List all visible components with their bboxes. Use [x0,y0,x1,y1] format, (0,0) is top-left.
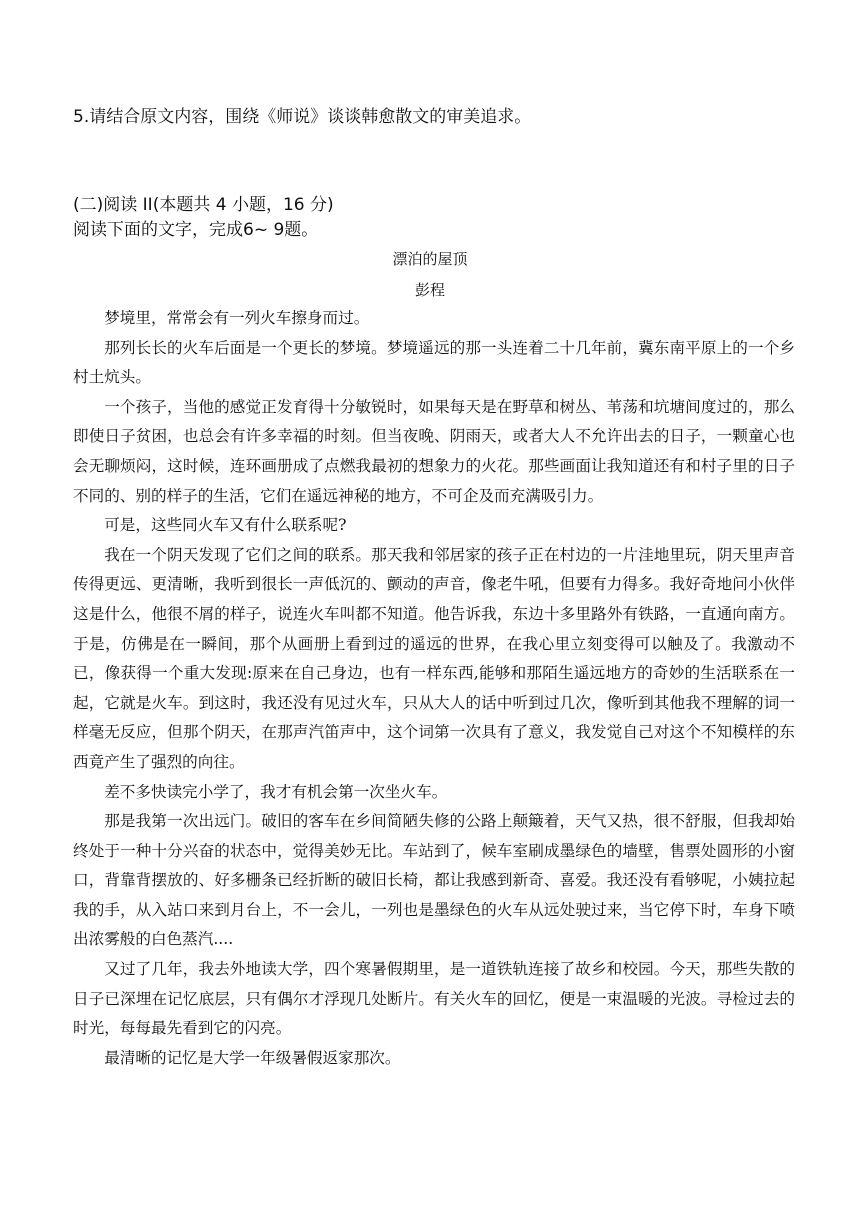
section-instruction: 阅读下面的文字，完成6~ 9题。 [73,220,319,240]
paragraph: 一个孩子，当他的感觉正发育得十分敏锐时，如果每天是在野草和树丛、苇荡和坑塘间度过的，那么即使日子贫困，也总会有许多幸福的时刻。但当夜晚、阴雨天，或者大人不允许出去的日子，一颗童心也会无聊烦闷，这时候，连环画册成了点燃我最初的想象力的火花。那些画面让我知道还有和村子里的日子不同的、别的样子的生活，它们在遥远神秘的地方，不可企及而充满吸引力。 [73,397,795,505]
essay-question: 5.请结合原文内容，围绕《师说》谈谈韩愈散文的审美追求。 [73,107,532,127]
paragraph: 又过了几年，我去外地读大学，四个寒暑假期里，是一道铁轨连接了故乡和校园。今天，那些失散的日子已深埋在记忆底层，只有偶尔才浮现几处断片。有关火车的回忆，便是一束温暖的光波。寻检过去的时光，每每最先看到它的闪亮。 [73,960,795,1038]
article-title: 漂泊的屋顶 [392,250,468,268]
section-heading: (二)阅读 II(本题共 4 小题，16 分) [73,195,334,215]
paragraph: 梦境里，常常会有一列火车擦身而过。 [104,309,370,327]
article-author: 彭程 [414,281,445,299]
paragraph: 最清晰的记忆是大学一年级暑假返家那次。 [104,1048,401,1067]
paragraph: 可是，这些同火车又有什么联系呢? [104,516,347,535]
paragraph: 那是我第一次出远门。破旧的客车在乡间简陋失修的公路上颠簸着，天气又热，很不舒服，但我却始终处于一种十分兴奋的状态中，觉得美妙无比。车站到了，候车室刷成墨绿色的墙壁，售票处圆形的小窗口，背靠背摆放的、好多栅条已经折断的破旧长椅，都让我感到新奇、喜爱。我还没有看够呢，小姨拉起我的手，从入站口来到月台上，不一会儿，一列也是墨绿色的火车从远处驶过来，当它停下时，车身下喷出浓雾般的白色蒸汽.... [73,812,795,949]
paragraph: 我在一个阴天发现了它们之间的联系。那天我和邻居家的孩子正在村边的一片洼地里玩，阴天里声音传得更远、更清晰，我听到很长一声低沉的、颤动的声音，像老牛吼，但要有力得多。我好奇地问小伙伴这是什么，他很不屑的样子，说连火车叫都不知道。他告诉我，东边十多里路外有铁路，一直通向南方。于是，仿佛是在一瞬间，那个从画册上看到过的遥远的世界，在我心里立刻变得可以触及了。我激动不已，像获得一个重大发现:原来在自己身边，也有一样东西,能够和那陌生遥远地方的奇妙的生活联系在一起，它就是火车。到这时，我还没有见过火车，只从大人的话中听到过几次，像听到其他我不理解的词一样毫无反应，但那个阴天，在那声汽笛声中，这个词第一次具有了意义，我发觉自己对这个不知模样的东西竟产生了强烈的向往。 [73,545,795,771]
article-body [73,304,795,1073]
paragraph: 那列长长的火车后面是一个更长的梦境。梦境遥远的那一头连着二十几年前，冀东南平原上的一个乡村土炕头。 [73,338,795,387]
reading-section-header [73,193,793,243]
paragraph: 差不多快读完小学了，我才有机会第一次坐火车。 [104,782,448,801]
